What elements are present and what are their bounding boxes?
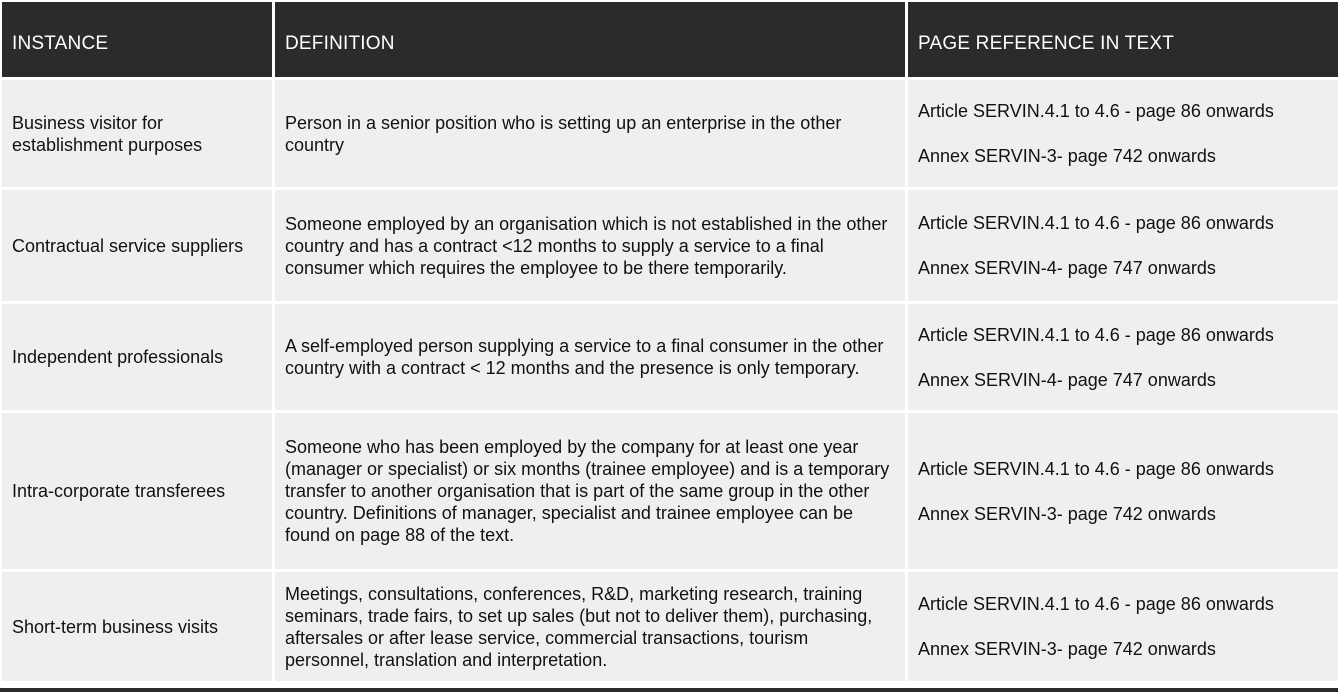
table-row-definition: Person in a senior position who is setting up an enterprise in the other country	[275, 80, 905, 187]
table-row-reference	[908, 190, 1338, 301]
table-row-definition: Someone employed by an organisation which is not established in the other country and has a contract <12 months to supply a service to a final consumer which requires the employee to be there temporarily.	[275, 190, 905, 301]
reference-article: Article SERVIN.4.1 to 4.6 - page 86 onwards	[918, 101, 1274, 121]
table-row-definition: A self-employed person supplying a service to a final consumer in the other country with a contract < 12 months and the presence is only temporary.	[275, 304, 905, 410]
reference-article: Article SERVIN.4.1 to 4.6 - page 86 onwards	[918, 213, 1274, 233]
reference-article: Article SERVIN.4.1 to 4.6 - page 86 onwards	[918, 594, 1274, 614]
header-instance: INSTANCE	[2, 2, 272, 77]
reference-annex: Annex SERVIN-3- page 742 onwards	[918, 146, 1216, 166]
header-definition: DEFINITION	[275, 2, 905, 77]
reference-annex: Annex SERVIN-4- page 747 onwards	[918, 369, 1216, 390]
table-row-reference	[908, 572, 1338, 681]
reference-annex: Annex SERVIN-3- page 742 onwards	[918, 639, 1216, 659]
table-row-definition: Meetings, consultations, conferences, R&D, marketing research, training seminars, trade fairs, to set up sales (but not to deliver them), purchasing, aftersales or after lease service, commercial transactions, tourism personnel, translation and interpretation.	[275, 572, 905, 681]
reference-article: Article SERVIN.4.1 to 4.6 - page 86 onwards	[918, 324, 1274, 345]
table-right-margin	[1338, 0, 1344, 697]
table-row-instance: Business visitor for establishment purposes	[2, 80, 272, 187]
table-row-instance: Short-term business visits	[2, 572, 272, 681]
table-bottom-border	[0, 688, 1344, 692]
table-row-reference	[908, 304, 1338, 410]
table-row-instance: Intra-corporate transferees	[2, 413, 272, 569]
table-row-instance: Independent professionals	[2, 304, 272, 410]
reference-annex: Annex SERVIN-3- page 742 onwards	[918, 503, 1216, 524]
table-row-reference	[908, 80, 1338, 187]
reference-article: Article SERVIN.4.1 to 4.6 - page 86 onwards	[918, 458, 1274, 479]
header-reference: PAGE REFERENCE IN TEXT	[908, 2, 1338, 77]
table-row-definition: Someone who has been employed by the company for at least one year (manager or specialist) or six months (trainee employee) and is a temporary transfer to another organisation that is part of the same group in the other country. Definitions of manager, specialist and trainee employee can be found on page 88 of the text.	[275, 413, 905, 569]
reference-annex: Annex SERVIN-4- page 747 onwards	[918, 258, 1216, 278]
table-row-reference	[908, 413, 1338, 569]
table-row-instance: Contractual service suppliers	[2, 190, 272, 301]
